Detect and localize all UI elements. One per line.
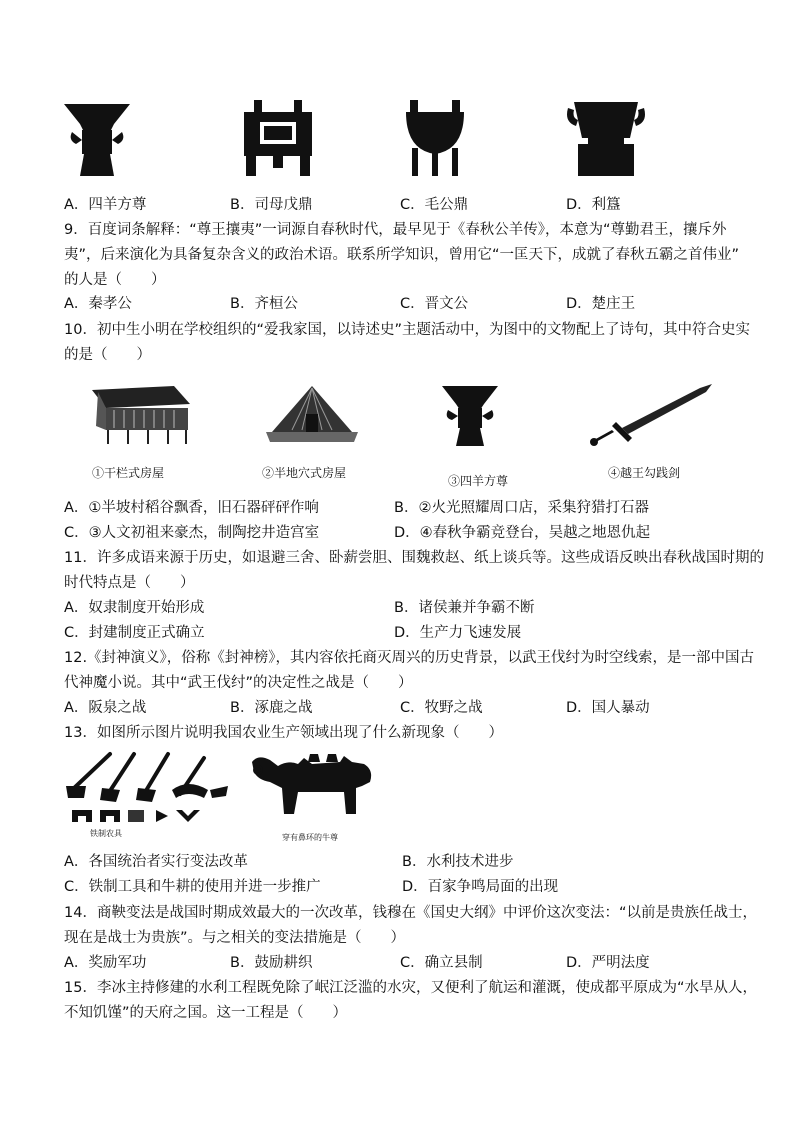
q13-option-a[interactable]: A．各国统治者实行变法改革 [64,854,248,870]
iron-farm-tools-image [64,750,230,832]
q11-option-a[interactable]: A．奴隶制度开始形成 [64,600,205,616]
q10-option-c[interactable]: C．③人文初祖来豪杰，制陶挖井造宫室 [64,525,320,541]
q13-option-d[interactable]: D．百家争鸣局面的出现 [402,879,559,895]
q9-option-b[interactable]: B．齐桓公 [230,296,298,312]
q9-option-a[interactable]: A．秦孝公 [64,296,132,312]
q14-option-a[interactable]: A．奖励军功 [64,955,147,971]
q11-option-d[interactable]: D．生产力飞速发展 [394,625,522,641]
q15-stem-line-1: 15．李冰主持修建的水利工程既免除了岷江泛滥的水灾，又便利了航运和灌溉，使成都平原成为“水旱从人， [64,980,757,996]
q14-option-c[interactable]: C．确立县制 [400,955,483,971]
bronze-four-ram-zun-image [62,98,132,178]
q13-stem-line-1: 13．如图所示图片说明我国农业生产领域出现了什么新现象（ ） [64,725,503,741]
q9-stem-line-2: 夷”，后来演化为具备复杂含义的政治术语。联系所学知识，曾用它“一匡天下，成就了春秋五霸之首伟业” [64,247,740,263]
q8-option-d[interactable]: D．利簋 [566,197,621,213]
q10-stem-line-2: 的是（ ） [64,347,151,363]
q10-caption-3: ③四羊方尊 [448,474,509,488]
q10-option-b[interactable]: B．②火光照耀周口店，采集狩猎打石器 [394,500,649,516]
q14-option-b[interactable]: B．鼓励耕织 [230,955,313,971]
q9-option-c[interactable]: C．晋文公 [400,296,469,312]
q11-option-b[interactable]: B．诸侯兼并争霸不断 [394,600,535,616]
q12-option-d[interactable]: D．国人暴动 [566,700,650,716]
q15-stem-line-2: 不知饥馑”的天府之国。这一工程是（ ） [64,1005,348,1021]
q13-caption-1: 铁制农具 [90,829,122,838]
q9-stem-line-1: 9．百度词条解释：“尊王攘夷”一词源自春秋时代，最早见于《春秋公羊传》，本意为“尊勤君王，攘斥外 [64,222,727,238]
q13-caption-2: 穿有鼻环的牛尊 [282,833,338,842]
semi-subterranean-house-image [262,382,362,446]
q10-option-d[interactable]: D．④春秋争霸竞登台，吴越之地恩仇起 [394,525,651,541]
q14-stem-line-1: 14．商鞅变法是战国时期成效最大的一次改革，钱穆在《国史大纲》中评价这次变法：“以前是贵族任战士， [64,905,757,921]
q9-stem-line-3: 的人是（ ） [64,272,166,288]
q10-caption-4: ④越王勾践剑 [608,466,681,480]
q11-stem-line-2: 时代特点是（ ） [64,575,195,591]
q13-option-c[interactable]: C．铁制工具和牛耕的使用并进一步推广 [64,879,321,895]
q11-stem-line-1: 11．许多成语来源于历史，如退避三舍、卧薪尝胆、围魏救赵、纸上谈兵等。这些成语反映出春秋战国时期的 [64,550,764,566]
goujian-sword-image [588,380,718,450]
q9-option-d[interactable]: D．楚庄王 [566,296,636,312]
bronze-maogong-ding-image [402,98,468,178]
q13-option-b[interactable]: B．水利技术进步 [402,854,514,870]
q8-option-c[interactable]: C．毛公鼎 [400,197,469,213]
q12-stem-line-1: 12.《封神演义》，俗称《封神榜》，其内容依托商灭周兴的历史背景，以武王伐纣为时空线索，是一部中国古 [64,650,755,666]
q8-option-a[interactable]: A．四羊方尊 [64,197,147,213]
q8-option-b[interactable]: B．司母戊鼎 [230,197,313,213]
q14-option-d[interactable]: D．严明法度 [566,955,650,971]
four-ram-zun-image [440,382,500,448]
q12-option-c[interactable]: C．牧野之战 [400,700,483,716]
q10-option-a[interactable]: A．①半坡村稻谷飘香，旧石器砰砰作响 [64,500,319,516]
q10-caption-2: ②半地穴式房屋 [262,466,347,480]
q14-stem-line-2: 现在是战士为贵族”。与之相关的变法措施是（ ） [64,930,406,946]
q12-stem-line-2: 代神魔小说。其中“武王伐纣”的决定性之战是（ ） [64,675,413,691]
q11-option-c[interactable]: C．封建制度正式确立 [64,625,205,641]
q10-caption-1: ①干栏式房屋 [92,466,165,480]
bronze-simuwu-ding-image [238,98,318,178]
q12-option-a[interactable]: A．阪泉之战 [64,700,147,716]
q12-option-b[interactable]: B．涿鹿之战 [230,700,313,716]
bronze-li-gui-image [566,98,646,178]
stilt-house-image [88,382,194,446]
ox-zun-with-nose-ring-image [248,752,378,820]
q10-stem-line-1: 10．初中生小明在学校组织的“爱我家国，以诗述史”主题活动中，为图中的文物配上了诗句，其中符合史实 [64,322,750,338]
